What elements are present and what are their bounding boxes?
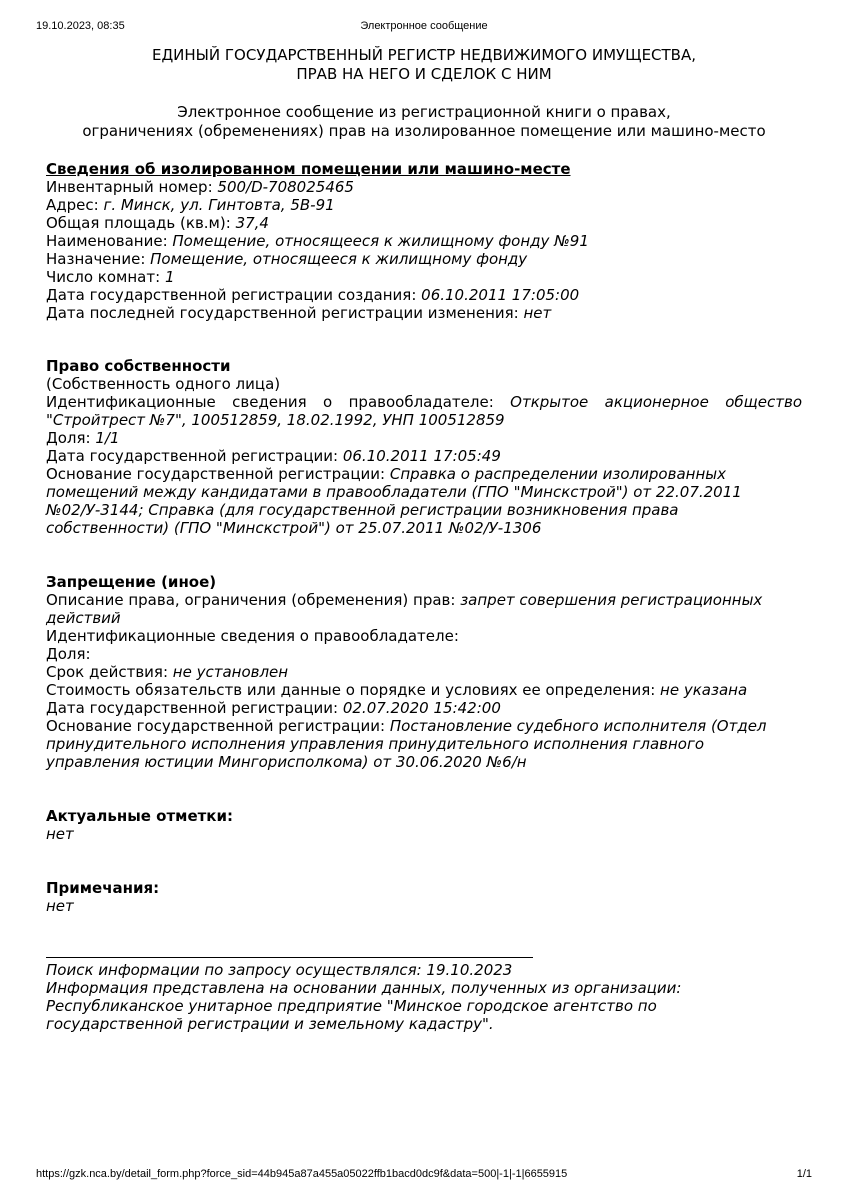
print-datetime: 19.10.2023, 08:35 bbox=[36, 20, 125, 32]
address-label: Адрес: bbox=[46, 196, 104, 214]
restriction-section-title: Запрещение (иное) bbox=[46, 573, 217, 591]
premises-section bbox=[46, 160, 802, 322]
restriction-desc-row bbox=[46, 591, 802, 627]
restriction-section bbox=[46, 573, 802, 771]
ownership-section bbox=[46, 357, 802, 537]
footer-section bbox=[46, 957, 802, 1033]
document-header bbox=[36, 46, 812, 141]
message-subtitle-line1: Электронное сообщение из регистрационной книги о правах, bbox=[177, 103, 671, 121]
ownership-reg-date-row bbox=[46, 447, 802, 465]
source-line: Информация представлена на основании данных, полученных из организации: bbox=[46, 979, 682, 997]
restriction-cost-label: Стоимость обязательств или данные о порядке и условиях ее определения: bbox=[46, 681, 661, 699]
restriction-cost-value: не указана bbox=[660, 681, 748, 699]
inventory-number-value: 500/D-708025465 bbox=[217, 178, 354, 196]
ownership-kind: (Собственность одного лица) bbox=[46, 375, 281, 393]
restriction-basis-label: Основание государственной регистрации: bbox=[46, 717, 390, 735]
area-value: 37,4 bbox=[235, 214, 269, 232]
rooms-row bbox=[46, 268, 802, 286]
registry-title-line2: ПРАВ НА НЕГО И СДЕЛОК С НИМ bbox=[296, 65, 552, 83]
document-body bbox=[46, 46, 802, 1033]
ownership-reg-date-value: 06.10.2011 17:05:49 bbox=[342, 447, 501, 465]
restriction-term-value: не установлен bbox=[172, 663, 289, 681]
print-header bbox=[36, 20, 812, 32]
print-page-title: Электронное сообщение bbox=[360, 20, 488, 32]
creation-date-label: Дата государственной регистрации создания: bbox=[46, 286, 422, 304]
marks-section-title: Актуальные отметки: bbox=[46, 807, 233, 825]
restriction-reg-date-value: 02.07.2020 15:42:00 bbox=[342, 699, 501, 717]
footer-divider bbox=[46, 957, 533, 958]
restriction-basis-row bbox=[46, 717, 802, 771]
address-value: г. Минск, ул. Гинтовта, 5В-91 bbox=[103, 196, 335, 214]
creation-date-row bbox=[46, 286, 802, 304]
name-row bbox=[46, 232, 802, 250]
ownership-share-value: 1/1 bbox=[95, 429, 120, 447]
ownership-holder-label: Идентификационные сведения о правообладателе: bbox=[46, 393, 511, 411]
creation-date-value: 06.10.2011 17:05:00 bbox=[421, 286, 580, 304]
area-row bbox=[46, 214, 802, 232]
ownership-share-label: Доля: bbox=[46, 429, 96, 447]
restriction-basis-value: Постановление судебного исполнителя (Отдел принудительного исполнения управления принудительного исполнения главного управления юстиции Мингорисполкома) от 30.06.2020 №6/н bbox=[46, 717, 767, 771]
name-label: Наименование: bbox=[46, 232, 173, 250]
marks-section bbox=[46, 807, 802, 843]
restriction-cost-row bbox=[46, 681, 802, 699]
restriction-term-row bbox=[46, 663, 802, 681]
restriction-desc-label: Описание права, ограничения (обременения) прав: bbox=[46, 591, 461, 609]
print-url: https://gzk.nca.by/detail_form.php?force_sid=44b945a87a455a05022ffb1bacd0dc9f&data=500|-1|-1|6655915 bbox=[36, 1168, 568, 1180]
rooms-label: Число комнат: bbox=[46, 268, 165, 286]
restriction-share-label: Доля: bbox=[46, 645, 91, 663]
notes-value: нет bbox=[46, 897, 74, 915]
inventory-number-label: Инвентарный номер: bbox=[46, 178, 218, 196]
purpose-value: Помещение, относящееся к жилищному фонду bbox=[150, 250, 528, 268]
ownership-reg-date-label: Дата государственной регистрации: bbox=[46, 447, 343, 465]
change-date-label: Дата последней государственной регистрации изменения: bbox=[46, 304, 524, 322]
ownership-basis-label: Основание государственной регистрации: bbox=[46, 465, 390, 483]
print-page-number: 1/1 bbox=[796, 1168, 812, 1180]
area-label: Общая площадь (кв.м): bbox=[46, 214, 236, 232]
registry-title-line1: ЕДИНЫЙ ГОСУДАРСТВЕННЫЙ РЕГИСТР НЕДВИЖИМОГО ИМУЩЕСТВА, bbox=[151, 46, 697, 64]
change-date-value: нет bbox=[523, 304, 552, 322]
marks-value: нет bbox=[46, 825, 74, 843]
address-row bbox=[46, 196, 802, 214]
ownership-section-title: Право собственности bbox=[46, 357, 231, 375]
inventory-number-row bbox=[46, 178, 802, 196]
rooms-value: 1 bbox=[164, 268, 175, 286]
notes-section bbox=[46, 879, 802, 915]
ownership-basis-value: Справка о распределении изолированных помещений между кандидатами в правообладатели (ГПО "Минскстрой") от 22.07.2011 №02/У-3144; Справка (для государственной регистрации возникновения права собственности) (ГПО "Минскстрой") от 25.07.2011 №02/У-1306 bbox=[46, 465, 742, 537]
ownership-holder-value: Открытое акционерное общество "Стройтрест №7", 100512859, 18.02.1992, УНП 100512859 bbox=[46, 393, 802, 429]
restriction-holder-label: Идентификационные сведения о правообладателе: bbox=[46, 627, 459, 645]
search-date-line: Поиск информации по запросу осуществлялся: 19.10.2023 bbox=[46, 961, 513, 979]
restriction-desc-value: запрет совершения регистрационных действий bbox=[46, 591, 763, 627]
restriction-term-label: Срок действия: bbox=[46, 663, 173, 681]
message-subtitle-line2: ограничениях (обременениях) прав на изолированное помещение или машино-место bbox=[82, 122, 766, 140]
purpose-row bbox=[46, 250, 802, 268]
ownership-basis-row bbox=[46, 465, 802, 537]
notes-section-title: Примечания: bbox=[46, 879, 160, 897]
change-date-row bbox=[46, 304, 802, 322]
premises-section-title: Сведения об изолированном помещении или машино-месте bbox=[46, 160, 571, 178]
source-organization: Республиканское унитарное предприятие "Минское городское агентство по государственной регистрации и земельному кадастру". bbox=[46, 997, 657, 1033]
ownership-holder-row bbox=[46, 393, 802, 429]
restriction-reg-date-label: Дата государственной регистрации: bbox=[46, 699, 343, 717]
ownership-share-row bbox=[46, 429, 802, 447]
print-footer bbox=[36, 1168, 812, 1180]
name-value: Помещение, относящееся к жилищному фонду №91 bbox=[172, 232, 589, 250]
restriction-reg-date-row bbox=[46, 699, 802, 717]
purpose-label: Назначение: bbox=[46, 250, 151, 268]
